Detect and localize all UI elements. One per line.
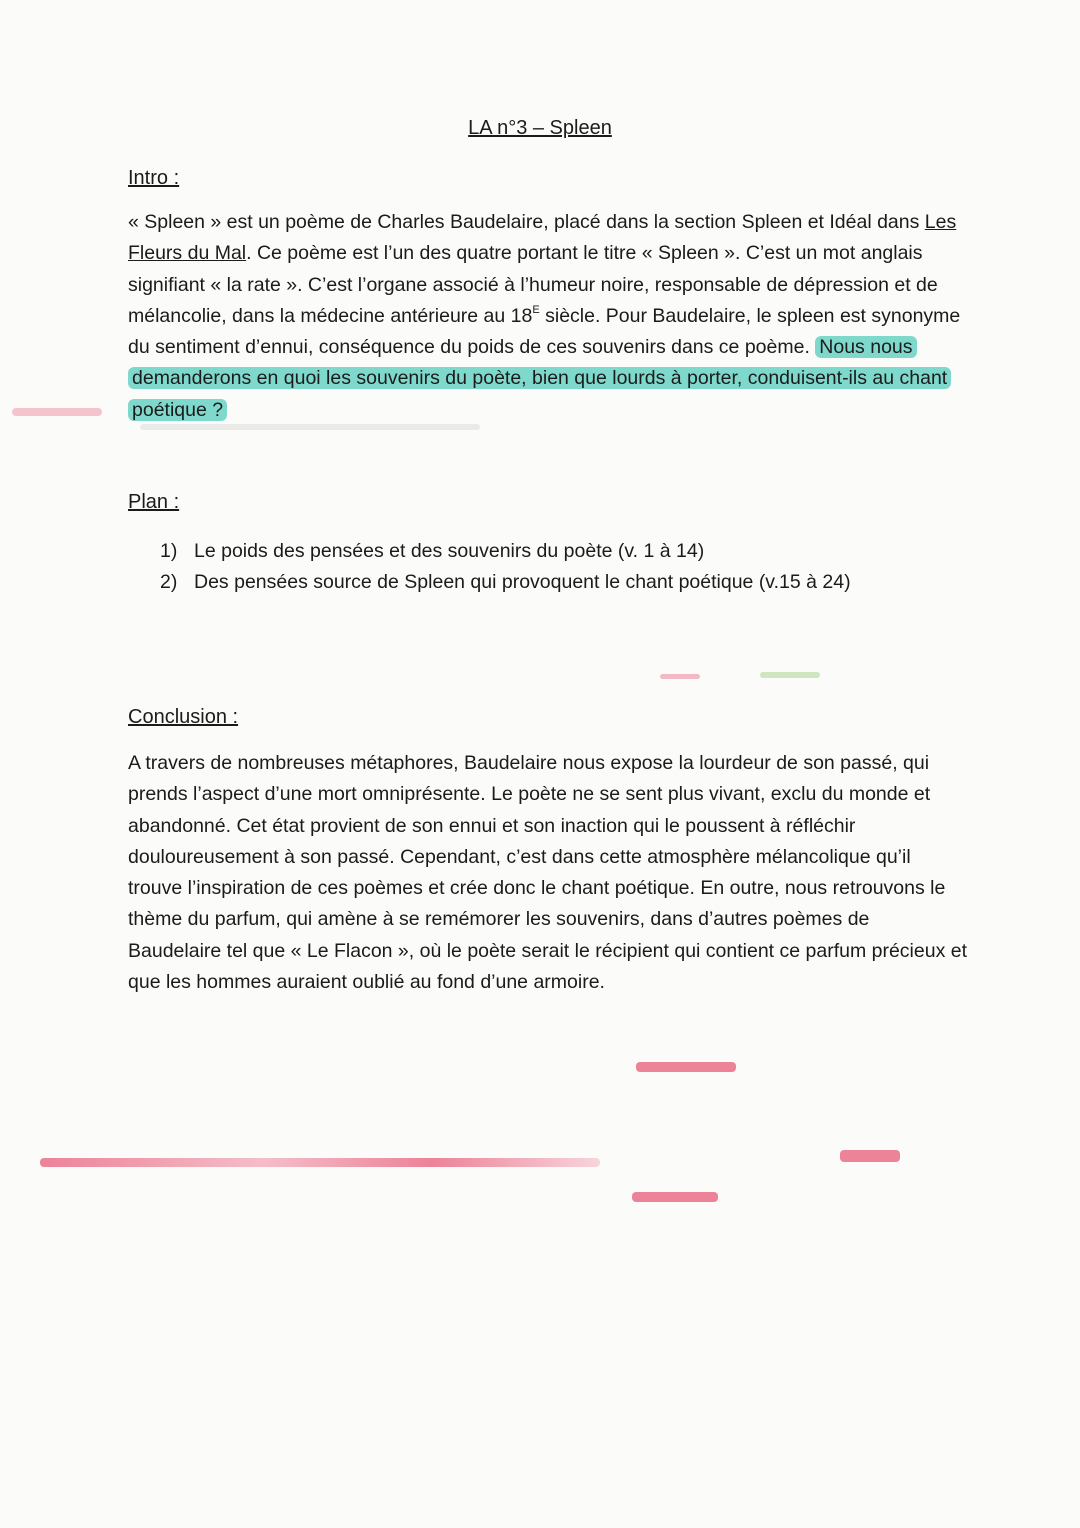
ink-bleed-green-mark (760, 672, 820, 678)
plan-item-text: Des pensées source de Spleen qui provoquent le chant poétique (v.15 à 24) (194, 571, 851, 594)
intro-text-3: siècle. Pour Baudelaire, le spleen est synonyme du sentiment d’ennui, conséquence du poids de ces souvenirs dans ce poème. (128, 304, 961, 359)
plan-heading: Plan : (128, 491, 180, 513)
intro-paragraph (128, 207, 968, 426)
ink-bleed-gray-mark (140, 424, 480, 430)
ink-bleed-red-mark (660, 674, 700, 679)
intro-text-1: « Spleen » est un poème de Charles Baudelaire, placé dans la section Spleen et Idéal dans (128, 211, 925, 233)
ink-bleed-red-mark (12, 408, 102, 416)
intro-heading: Intro : (128, 167, 180, 189)
problematic-highlight: Nous nous demanderons en quoi les souvenirs du poète, bien que lourds à porter, conduisent-ils au chant poétique ? (128, 336, 951, 421)
plan-item (160, 567, 851, 598)
conclusion-paragraph: A travers de nombreuses métaphores, Baudelaire nous expose la lourdeur de son passé, qui prends l’aspect d’une mort omniprésente. Le poète ne se sent plus vivant, exclu du monde et abandonné. Cet état provient de son ennui et son inaction qui le poussent à réfléchir douloureusement à son passé. Cependant, c’est dans cette atmosphère mélancolique qu’il trouve l’inspiration de ces poèmes et crée donc le chant poétique. En outre, nous retrouvons le thème du parfum, qui amène à se remémorer les souvenirs, dans d’autres poèmes de Baudelaire tel que « Le Flacon », où le poète serait le récipient qui contient ce parfum précieux et que les hommes auraient oublié au fond d’une armoire. (128, 752, 968, 994)
plan-item (160, 536, 851, 567)
conclusion-heading: Conclusion : (128, 706, 239, 728)
plan-list (160, 536, 851, 599)
intro-text-2: . Ce poème est l’un des quatre portant le titre « Spleen ». C’est un mot anglais signifiant « la rate ». C’est l’organe associé à l’humeur noire, responsable de dépression et de mélancolie, dans la médecine antérieure au 18 (128, 242, 938, 327)
plan-item-number: 2) (160, 571, 178, 594)
ink-bleed-red-mark (840, 1150, 900, 1162)
century-superscript: E (532, 303, 540, 316)
ink-bleed-red-mark (632, 1192, 718, 1202)
ink-bleed-red-mark (636, 1062, 736, 1072)
page-title: LA n°3 – Spleen (468, 117, 612, 139)
ink-bleed-red-stroke (40, 1158, 600, 1167)
plan-item-number: 1) (160, 540, 178, 562)
plan-item-text: Le poids des pensées et des souvenirs du poète (v. 1 à 14) (194, 540, 705, 562)
book-title: Les Fleurs du Mal (128, 211, 957, 265)
